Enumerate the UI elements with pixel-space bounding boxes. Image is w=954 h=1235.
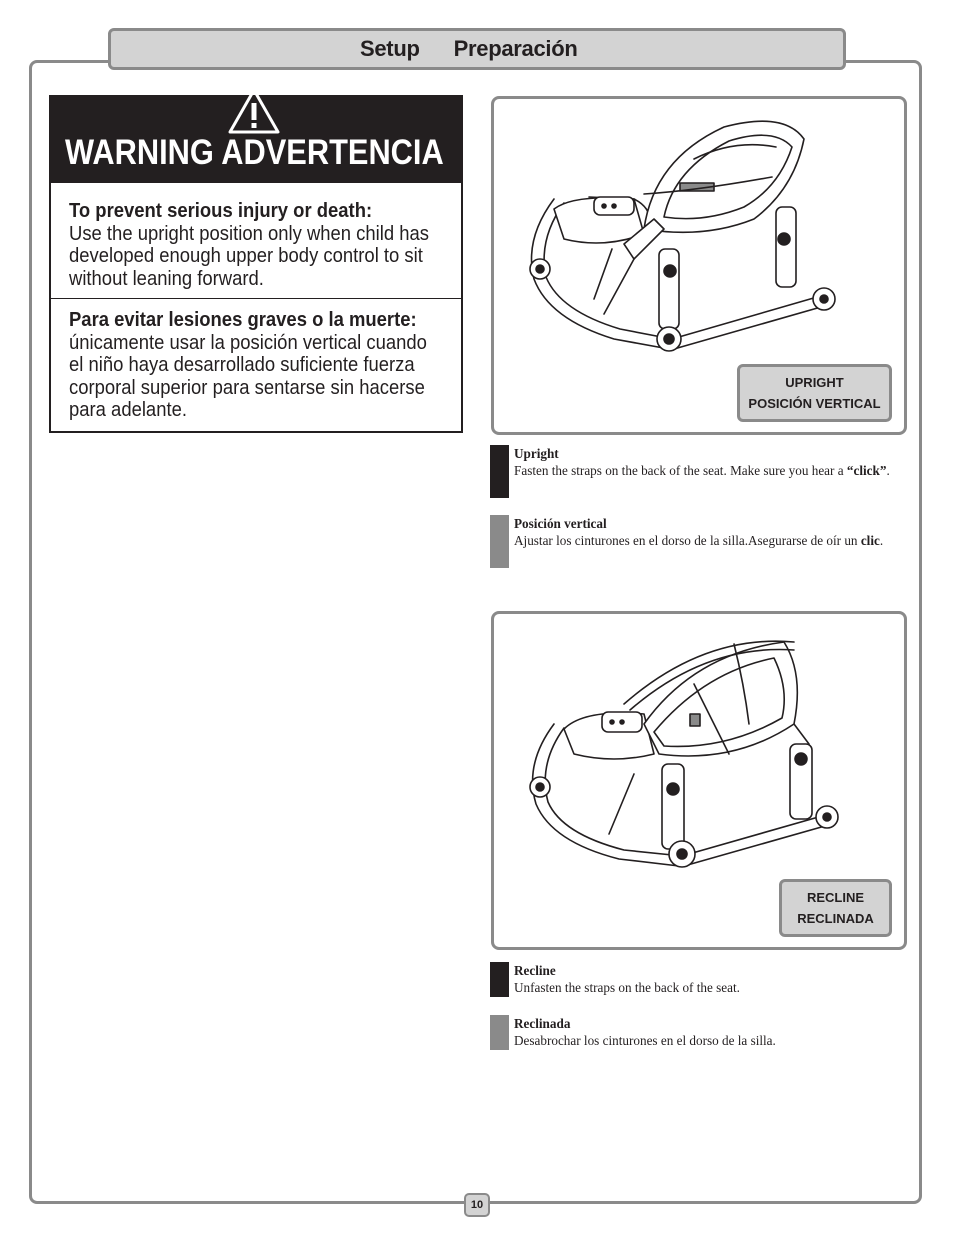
upright-caption-es [490, 515, 900, 568]
section-title-es: Preparación [453, 36, 578, 61]
recline-caption-es-heading: Reclinada [514, 1016, 571, 1031]
warning-divider [51, 298, 461, 299]
warning-es-heading: Para evitar lesiones graves o la muerte: [69, 308, 417, 331]
upright-caption-es-end: . [879, 533, 884, 548]
page-number: 10 [464, 1193, 490, 1217]
caption-bar-dark [490, 445, 509, 498]
recline-caption-es [490, 1015, 900, 1050]
warning-en-body: Use the upright position only when child has developed enough upper body control to sit without leaning forward. [69, 221, 429, 290]
upright-caption-en-heading: Upright [514, 446, 559, 461]
recline-label-es: RECLINADA [797, 911, 874, 926]
warning-english [69, 200, 445, 290]
section-title-en: Setup [360, 36, 420, 61]
upright-label [737, 364, 892, 422]
upright-label-es: POSICIÓN VERTICAL [748, 396, 881, 411]
upright-caption-en-end: . [886, 463, 890, 478]
warning-box [49, 95, 463, 433]
upright-caption-en [490, 445, 900, 498]
upright-caption-en-body: Fasten the straps on the back of the seat. Make sure you hear a [514, 463, 847, 478]
warning-en-heading: To prevent serious injury or death: [69, 199, 373, 222]
warning-title: WARNING ADVERTENCIA [65, 133, 444, 172]
recline-caption-es-body: Desabrochar los cinturones en el dorso de la silla. [514, 1033, 776, 1048]
upright-caption-es-body: Ajustar los cinturones en el dorso de la silla.Asegurarse de oír un [514, 533, 861, 548]
warning-es-body: únicamente usar la posición vertical cuando el niño haya desarrollado suficiente fuerza corporal superior para sentarse sin hacerse para adelante. [69, 330, 427, 421]
caption-bar-gray [490, 1015, 509, 1050]
recline-caption-en-heading: Recline [514, 963, 556, 978]
upright-caption-es-heading: Posición vertical [514, 516, 607, 531]
upright-label-en: UPRIGHT [785, 375, 844, 390]
recline-caption-en-body: Unfasten the straps on the back of the seat. [514, 980, 740, 995]
warning-header [51, 97, 461, 183]
caption-bar-dark [490, 962, 509, 997]
caption-bar-gray [490, 515, 509, 568]
warning-triangle-icon [227, 87, 281, 135]
recline-label [779, 879, 892, 937]
upright-caption-en-click: “click” [846, 463, 887, 478]
recline-label-en: RECLINE [806, 890, 865, 905]
upright-caption-es-click: clic [860, 533, 880, 548]
section-title [360, 36, 578, 62]
recline-caption-en [490, 962, 900, 997]
warning-spanish [69, 309, 445, 422]
